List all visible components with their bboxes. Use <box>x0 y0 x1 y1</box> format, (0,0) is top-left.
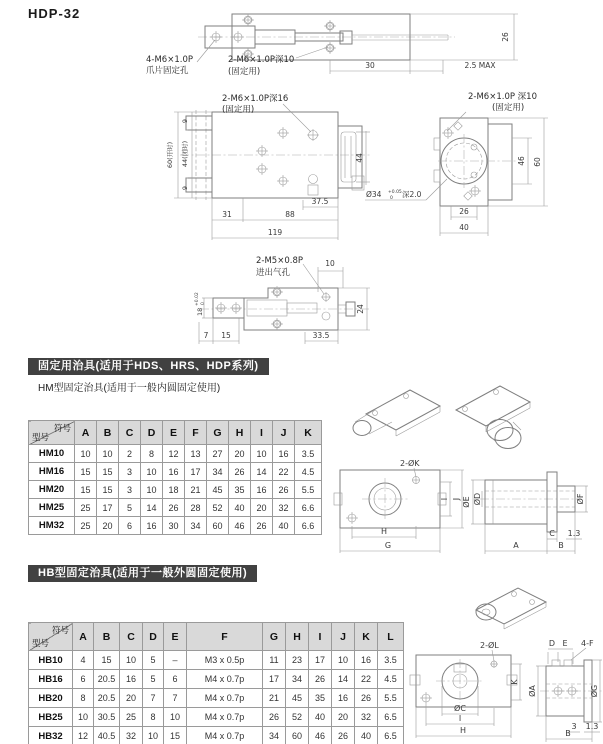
value-cell: 25 <box>75 517 97 535</box>
value-cell: 32 <box>120 727 143 744</box>
value-cell: 16 <box>163 463 185 481</box>
dim-31: 31 <box>222 210 232 219</box>
value-cell: 21 <box>185 481 207 499</box>
value-cell: 40 <box>309 708 332 727</box>
value-cell: 15 <box>97 463 119 481</box>
hb-fixture-drawing <box>408 580 603 744</box>
hb-section-header: HB型固定治具(适用于一般外圆固定使用) <box>28 565 257 582</box>
column-header-d: D <box>143 623 164 651</box>
value-cell: 6.6 <box>295 517 322 535</box>
value-cell: 8 <box>143 708 164 727</box>
value-cell: 15 <box>75 463 97 481</box>
column-header-i: I <box>309 623 332 651</box>
value-cell: 26 <box>229 463 251 481</box>
air-port-label: 2-M5×0.8P <box>256 256 303 266</box>
value-cell: 26 <box>309 670 332 689</box>
value-cell: 15 <box>164 727 187 744</box>
claw-hole-label2: 爪片固定孔 <box>146 66 189 76</box>
value-cell: 20 <box>120 689 143 708</box>
value-cell: 20 <box>229 445 251 463</box>
value-cell: 6 <box>164 670 187 689</box>
table-row <box>29 708 404 727</box>
value-cell: 10 <box>332 651 355 670</box>
corner-symbol-label: 符号 <box>53 423 71 433</box>
value-cell: 17 <box>309 651 332 670</box>
value-cell: 6 <box>119 517 141 535</box>
value-cell: 34 <box>286 670 309 689</box>
value-cell: 20.5 <box>94 670 120 689</box>
value-cell: 28 <box>185 499 207 517</box>
model-cell: HM32 <box>29 517 75 535</box>
value-cell: 3.5 <box>295 445 322 463</box>
value-cell: 12 <box>163 445 185 463</box>
value-cell: 10 <box>75 445 97 463</box>
corner-cell <box>29 623 73 651</box>
hm-section-header: 固定用治具(适用于HDS、HRS、HDP系列) <box>28 358 269 375</box>
hb-dim-oc: ØC <box>454 704 466 713</box>
value-cell: 32 <box>355 708 378 727</box>
hb-dim-b: B <box>565 729 571 738</box>
hm-fixture-drawing <box>330 378 603 563</box>
value-cell: 16 <box>141 517 163 535</box>
column-header-k: K <box>355 623 378 651</box>
value-cell: 13 <box>185 445 207 463</box>
fix-hole-label2: (固定用) <box>228 67 261 77</box>
model-cell: HM25 <box>29 499 75 517</box>
dim-18-tol-lower: 0 <box>201 302 206 305</box>
value-cell: 34 <box>207 463 229 481</box>
hm-dim-of: ØF <box>576 493 585 505</box>
value-cell: 45 <box>286 689 309 708</box>
hb-dim-3: 3 <box>571 722 577 731</box>
value-cell: 16 <box>332 689 355 708</box>
corner-model-label: 型号 <box>32 432 50 442</box>
bore-label: Ø34 <box>366 190 382 199</box>
column-header-b: B <box>97 421 119 445</box>
column-header-f: F <box>185 421 207 445</box>
front-view-linework <box>174 104 370 240</box>
value-cell: 16 <box>120 670 143 689</box>
value-cell: 17 <box>263 670 286 689</box>
model-cell: HB25 <box>29 708 73 727</box>
value-cell: 15 <box>97 481 119 499</box>
value-cell: 5.5 <box>295 481 322 499</box>
page-title: HDP-32 <box>28 6 81 21</box>
hm-dim-h: H <box>380 527 388 536</box>
value-cell: 6.6 <box>295 499 322 517</box>
bore-depth: 深2.0 <box>402 190 422 199</box>
value-cell: 60 <box>207 517 229 535</box>
value-cell: 32 <box>273 499 295 517</box>
hm-hole-callout: 2-ØK <box>400 459 420 468</box>
value-cell: 8 <box>73 689 94 708</box>
value-cell: 17 <box>97 499 119 517</box>
column-header-b: B <box>94 623 120 651</box>
dim-26: 26 <box>459 207 469 216</box>
value-cell: 6 <box>73 670 94 689</box>
value-cell: 10 <box>164 708 187 727</box>
fix-hole-label: 2-M6×1.0P深10 <box>228 55 295 65</box>
dim-44-closed: 44(闭时) <box>181 140 189 168</box>
hb-front-view <box>410 650 522 738</box>
dim-24: 24 <box>356 304 365 314</box>
value-cell: 26 <box>251 517 273 535</box>
table-row <box>29 670 404 689</box>
value-cell: 16 <box>251 481 273 499</box>
value-cell: 26 <box>355 689 378 708</box>
column-header-h: H <box>229 421 251 445</box>
column-header-g: G <box>207 421 229 445</box>
dim-18-tol-upper: +0.02 <box>195 292 200 306</box>
dim-15: 15 <box>221 331 231 340</box>
value-cell: – <box>164 651 187 670</box>
table-row <box>29 481 322 499</box>
hm-iso-views <box>353 386 530 449</box>
value-cell: 14 <box>251 463 273 481</box>
bore-tol-upper: +0.05 <box>388 190 402 195</box>
value-cell: 4.5 <box>295 463 322 481</box>
hb-screw-callout: 4-F <box>581 639 594 648</box>
hm-dim-j: J <box>452 497 461 501</box>
value-cell: 25 <box>120 708 143 727</box>
value-cell: 12 <box>73 727 94 744</box>
model-cell: HB10 <box>29 651 73 670</box>
hb-dim-og: ØG <box>590 684 599 698</box>
value-cell: 16 <box>273 445 295 463</box>
value-cell: 10 <box>141 481 163 499</box>
dim-60-open: 60(开时) <box>166 141 174 169</box>
value-cell: 26 <box>273 481 295 499</box>
value-cell: 10 <box>251 445 273 463</box>
hm-dim-b: B <box>558 541 564 550</box>
value-cell: 27 <box>207 445 229 463</box>
corner-cell <box>29 421 75 445</box>
hm-dim-i: I <box>440 497 449 501</box>
column-header-h: H <box>286 623 309 651</box>
value-cell: 52 <box>286 708 309 727</box>
dim-26-height: 26 <box>501 32 510 42</box>
value-cell: 34 <box>185 517 207 535</box>
dim-25max: 2.5 MAX <box>464 61 496 70</box>
hb-dimension-table <box>28 622 404 744</box>
hdp32-technical-drawing <box>0 0 603 358</box>
value-cell: 16 <box>355 651 378 670</box>
value-cell: 5 <box>143 651 164 670</box>
table-row <box>29 463 322 481</box>
hm-dimension-table <box>28 420 322 535</box>
table-row <box>29 499 322 517</box>
dim-9-top: 9 <box>181 118 189 124</box>
side-fix-label2: (固定用) <box>492 103 525 113</box>
value-cell: 60 <box>286 727 309 744</box>
value-cell: 45 <box>207 481 229 499</box>
column-header-e: E <box>163 421 185 445</box>
value-cell: 4.5 <box>378 670 404 689</box>
dim-40: 40 <box>459 223 469 232</box>
value-cell: 10 <box>97 445 119 463</box>
hb-dim-d: D <box>548 639 556 648</box>
column-header-k: K <box>295 421 322 445</box>
dim-37-5: 37.5 <box>311 197 329 206</box>
dim-119: 119 <box>267 228 283 237</box>
hm-dim-c: C <box>549 529 555 538</box>
column-header-d: D <box>141 421 163 445</box>
table-row <box>29 445 322 463</box>
column-header-j: J <box>273 421 295 445</box>
value-cell: 26 <box>163 499 185 517</box>
value-cell: 25 <box>75 499 97 517</box>
value-cell: 7 <box>143 689 164 708</box>
model-cell: HM10 <box>29 445 75 463</box>
dim-88: 88 <box>285 210 295 219</box>
model-cell: HB16 <box>29 670 73 689</box>
column-header-l: L <box>378 623 404 651</box>
value-cell: 30.5 <box>94 708 120 727</box>
value-cell: 10 <box>143 727 164 744</box>
value-cell: 5.5 <box>378 689 404 708</box>
hb-dim-h: H <box>459 726 467 735</box>
hb-dim-1-3: 1.3 <box>585 722 599 731</box>
column-header-a: A <box>75 421 97 445</box>
value-cell: 20.5 <box>94 689 120 708</box>
value-cell: M4 x 0.7p <box>187 689 263 708</box>
value-cell: 40 <box>273 517 295 535</box>
dim-30: 30 <box>365 61 375 70</box>
model-cell: HB32 <box>29 727 73 744</box>
hm-side-view <box>471 472 588 554</box>
hb-dim-oa: ØA <box>528 685 537 697</box>
bore-tol-lower: 0 <box>390 196 393 201</box>
value-cell: 26 <box>332 727 355 744</box>
table-row <box>29 517 322 535</box>
value-cell: 6.5 <box>378 708 404 727</box>
column-header-i: I <box>251 421 273 445</box>
value-cell: 3.5 <box>378 651 404 670</box>
value-cell: 10 <box>73 708 94 727</box>
value-cell: 7 <box>164 689 187 708</box>
value-cell: 40 <box>355 727 378 744</box>
value-cell: 40.5 <box>94 727 120 744</box>
value-cell: 26 <box>263 708 286 727</box>
column-header-f: F <box>187 623 263 651</box>
hm-section-subtitle: HM型固定治具(适用于一般内圆固定使用) <box>38 383 221 394</box>
column-header-a: A <box>73 623 94 651</box>
hm-dim-g: G <box>384 541 392 550</box>
value-cell: 22 <box>355 670 378 689</box>
value-cell: 3 <box>119 463 141 481</box>
value-cell: 5 <box>119 499 141 517</box>
dim-18: 18 <box>196 307 204 316</box>
value-cell: 35 <box>229 481 251 499</box>
model-cell: HB20 <box>29 689 73 708</box>
air-port-label2: 进出气孔 <box>256 268 291 278</box>
value-cell: 15 <box>75 481 97 499</box>
value-cell: 10 <box>120 651 143 670</box>
column-header-e: E <box>164 623 187 651</box>
value-cell: 15 <box>94 651 120 670</box>
table-row <box>29 727 404 744</box>
hb-dim-i: I <box>458 714 462 723</box>
dim-60: 60 <box>533 157 542 167</box>
corner-symbol-label: 符号 <box>51 625 69 635</box>
value-cell: 17 <box>185 463 207 481</box>
value-cell: 40 <box>229 499 251 517</box>
corner-model-label: 型号 <box>32 638 50 648</box>
hm-front-view <box>334 468 464 553</box>
hb-iso-view <box>476 588 546 629</box>
table-row <box>29 689 404 708</box>
value-cell: 4 <box>73 651 94 670</box>
value-cell: 23 <box>286 651 309 670</box>
value-cell: M4 x 0.7p <box>187 670 263 689</box>
column-header-j: J <box>332 623 355 651</box>
hm-dim-a: A <box>513 541 519 550</box>
model-cell: HM16 <box>29 463 75 481</box>
value-cell: 3 <box>119 481 141 499</box>
hm-dim-oe: ØE <box>462 496 471 508</box>
column-header-c: C <box>120 623 143 651</box>
value-cell: 34 <box>263 727 286 744</box>
column-header-c: C <box>119 421 141 445</box>
value-cell: 46 <box>229 517 251 535</box>
hb-dim-k: K <box>510 679 519 685</box>
value-cell: 6.5 <box>378 727 404 744</box>
front-fix-label2: (固定用) <box>222 105 255 115</box>
model-cell: HM20 <box>29 481 75 499</box>
value-cell: 52 <box>207 499 229 517</box>
value-cell: M3 x 0.5p <box>187 651 263 670</box>
value-cell: 5 <box>143 670 164 689</box>
value-cell: 30 <box>163 517 185 535</box>
dim-46: 46 <box>517 156 526 166</box>
value-cell: M4 x 0.7p <box>187 708 263 727</box>
value-cell: 2 <box>119 445 141 463</box>
side-fix-label: 2-M6×1.0P 深10 <box>468 92 538 102</box>
value-cell: 35 <box>309 689 332 708</box>
dim-9-bottom: 9 <box>181 185 189 191</box>
dim-44: 44 <box>355 153 364 163</box>
value-cell: M4 x 0.7p <box>187 727 263 744</box>
value-cell: 10 <box>141 463 163 481</box>
value-cell: 14 <box>332 670 355 689</box>
value-cell: 46 <box>309 727 332 744</box>
value-cell: 8 <box>141 445 163 463</box>
value-cell: 20 <box>251 499 273 517</box>
value-cell: 18 <box>163 481 185 499</box>
dim-7: 7 <box>203 331 209 340</box>
front-fix-label: 2-M6×1.0P深16 <box>222 94 289 104</box>
value-cell: 14 <box>141 499 163 517</box>
claw-hole-label: 4-M6×1.0P <box>146 55 193 65</box>
column-header-g: G <box>263 623 286 651</box>
hm-dim-c-val: 1.3 <box>567 529 581 538</box>
hb-dim-e: E <box>562 639 568 648</box>
hm-dim-od: ØD <box>473 492 482 506</box>
value-cell: 21 <box>263 689 286 708</box>
hb-hole-callout: 2-ØL <box>480 641 499 650</box>
value-cell: 11 <box>263 651 286 670</box>
table-row <box>29 651 404 670</box>
value-cell: 22 <box>273 463 295 481</box>
dim-10: 10 <box>325 259 335 268</box>
dim-33-5: 33.5 <box>312 331 330 340</box>
side-view-linework <box>365 112 548 236</box>
value-cell: 20 <box>97 517 119 535</box>
value-cell: 20 <box>332 708 355 727</box>
